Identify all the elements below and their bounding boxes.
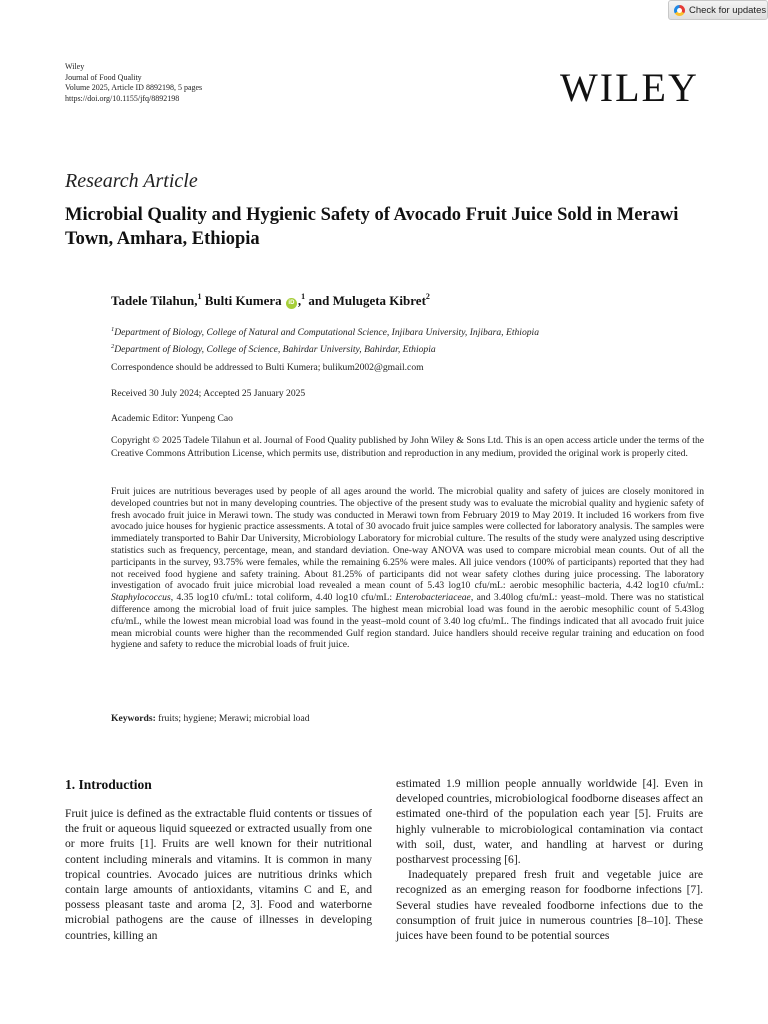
author-affil-sup: 2 xyxy=(425,292,430,301)
copyright-notice: Copyright © 2025 Tadele Tilahun et al. Journal of Food Quality published by John Wiley & Sons Ltd. This is an open access article under the terms of the Creative Commons Attribution License, which permits use, distribution and reproduction in any medium, provided the original work is properly cited. xyxy=(111,435,704,459)
intro-right-column xyxy=(396,776,703,943)
author-list: Tadele Tilahun,$^1$ Bulti Kumera iD ,$^1$ and Mulugeta Kibret$^2$ xyxy=(111,292,430,308)
received-accepted-dates: Received 30 July 2024; Accepted 25 January 2025 xyxy=(111,388,306,399)
section-heading: 1. Introduction xyxy=(65,777,152,792)
author-name: and Mulugeta Kibret xyxy=(308,293,426,308)
affiliation-item: $^1$Department of Biology, College of Natural and Computational Science, Injibara University, Injibara, Ethiopia xyxy=(111,326,540,339)
intro-paragraph: Inadequately prepared fresh fruit and vegetable juice are recognized as an emerging reason for foodborne infections [7]. Several studies have revealed foodborne infections due to the consumption of fruit juice in numerous countries [8–10]. These juices have been found to be potential sources xyxy=(396,868,703,943)
correspondence: Correspondence should be addressed to Bulti Kumera; bulikum2002@gmail.com xyxy=(111,362,424,373)
journal-meta xyxy=(65,62,202,104)
check-for-updates-label: Check for updates xyxy=(689,4,767,16)
journal-name: Journal of Food Quality xyxy=(65,72,142,82)
author-name: Bulti Kumera xyxy=(204,293,282,308)
author-affil-sup: 1 xyxy=(301,292,306,301)
publisher-name: Wiley xyxy=(65,62,85,71)
academic-editor: Academic Editor: Yunpeng Cao xyxy=(111,413,233,424)
crossmark-icon xyxy=(674,5,685,16)
author-name: Tadele Tilahun, xyxy=(111,293,198,308)
keywords-text: fruits; hygiene; Merawi; microbial load xyxy=(158,713,310,724)
intro-left-column: Fruit juice is defined as the extractable fluid contents or tissues of the fruit or aqueous liquid squeezed or extracted usually from one or more fruits [1]. Fruits are well known for their nutritional content including minerals and vitamins. It is common in many tropical countries. Avocado juices are nutritious drinks which contain large amounts of antioxidants, vitamins C and E, and possess pleasant taste and aroma [2, 3]. Food and waterborne microbial pathogens are the cause of illnesses in developing countries, killing an xyxy=(65,807,372,942)
intro-paragraph: estimated 1.9 million people annually worldwide [4]. Even in developed countries, microbiological foodborne diseases affect an estimated one-third of the population each year [5]. Fruits are highly vulnerable to microbiological contamination via contact with soil, dust, water, and handling at harvest or during postharvest processing [6]. xyxy=(396,777,703,867)
wiley-logo: WILEY xyxy=(560,65,699,110)
article-title: Microbial Quality and Hygienic Safety of Avocado Fruit Juice Sold in Merawi Town, Amhara, Ethiopia xyxy=(65,205,679,249)
volume-line: Volume 2025, Article ID 8892198, 5 pages xyxy=(65,83,203,92)
affiliations xyxy=(111,323,539,356)
check-for-updates-button[interactable] xyxy=(668,0,768,20)
author-affil-sup: 1 xyxy=(197,292,202,301)
keywords-label: Keywords: xyxy=(111,713,156,724)
article-type: Research Article xyxy=(65,170,198,192)
abstract: Fruit juices are nutritious beverages used by people of all ages around the world. The microbial quality and safety of juices are closely monitored in developed countries but not in many developing countries. The objective of the present study was to evaluate the microbial quality and hygienic safety of fresh avocado fruit juice in Merawi town. The study was conducted in Merawi town from February 2019 to May 2019. It included 16 workers from five avocado juice houses for hygienic practice assessments. A total of 30 avocado fruit juice samples were collected for laboratory analysis. The samples were immediately transported to Bahir Dar University, Microbiology Laboratory for microbial culture. The results of the study were analyzed using descriptive statistics such as frequency, percentage, mean, and standard deviation. One-way ANOVA was used to compare microbial mean counts. Out of all the participants in the survey, 93.75% were females, while the remaining 6.25% were males. All juice vendors (100% of participants) reported that they had not received food hygiene and safety training. About 81.25% of participants did not wear safety clothes during juice processing. The laboratory investigation of avocado fruit juice microbial load revealed a mean count of 5.43 log10 cfu/mL: aerobic mesophilic bacteria, 4.42 log10 cfu/mL: Staphylococcus, 4.35 log10 cfu/mL: total coliform, 4.40 log10 cfu/mL: Enterobacteriaceae, and 3.40log cfu/mL: yeast–mold. There was no statistical difference among the microbial load of fruit juice samples. The highest mean microbial load was found in the aerobic mesophilic count of 5.43log cfu/mL, while the lowest mean microbial load was found in the yeast–mold count of 3.40 log cfu/mL. The findings indicated that all avocado fruit juice mean microbial counts were higher than the recommended Gulf region standard. Juice handlers should receive regular training and education on food hygiene and safety to reduce the microbial loads of fruit juice. xyxy=(111,486,704,651)
keywords xyxy=(111,713,310,724)
doi-link[interactable]: https://doi.org/10.1155/jfq/8892198 xyxy=(65,93,180,103)
orcid-icon[interactable]: iD xyxy=(286,298,297,309)
affiliation-item: $^2$Department of Biology, College of Science, Bahirdar University, Bahirdar, Ethiopia xyxy=(111,342,436,355)
